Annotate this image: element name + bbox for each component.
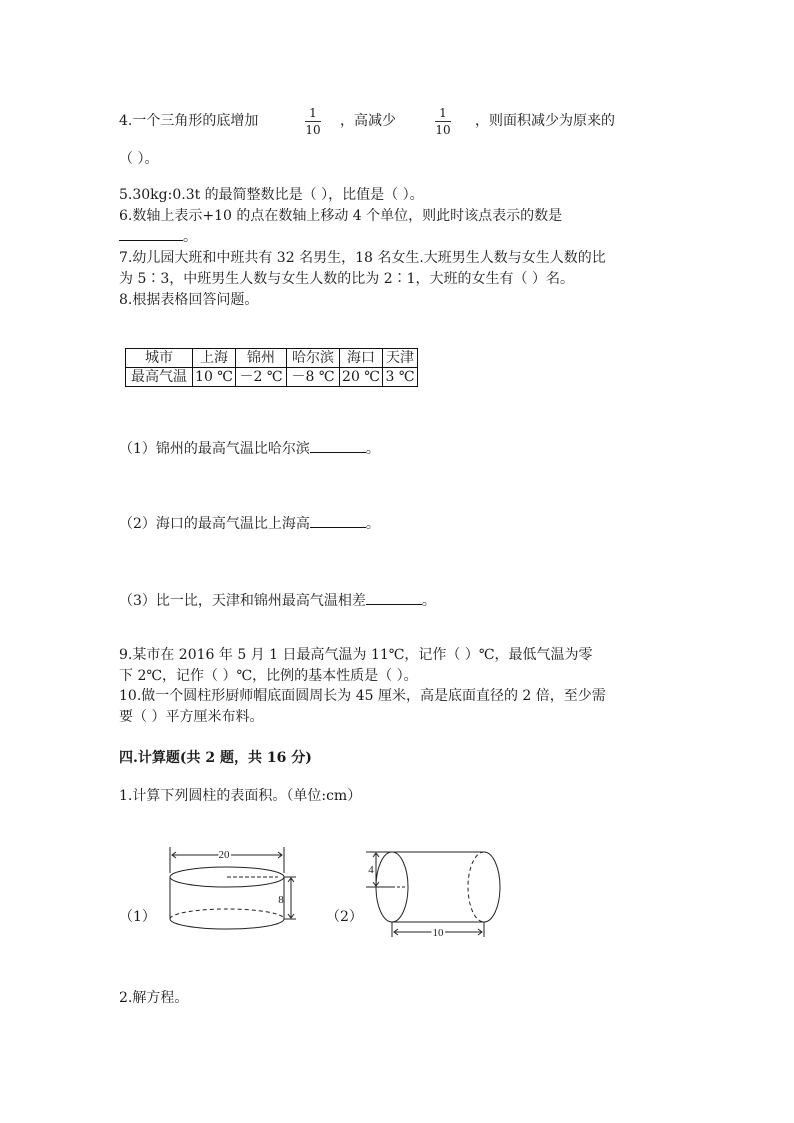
fraction-numerator: 1: [309, 106, 317, 120]
q7-line1: 7.幼儿园大班和中班共有 32 名男生，18 名女生.大班男生人数与女生人数的比: [119, 250, 606, 266]
table-cell: 哈尔滨: [287, 349, 340, 368]
q8-text: 8.根据表格回答问题。: [119, 292, 259, 308]
q10-line2: 要（ ）平方厘米布料。: [119, 709, 264, 725]
q9-line2: 下 2℃，记作（ ）℃，比例的基本性质是（ ）。: [119, 668, 418, 684]
q4-text-part1: 4.一个三角形的底增加: [119, 113, 259, 129]
q5-text: 5.30kg:0.3t 的最简整数比是（ ），比值是（ ）。: [119, 187, 424, 203]
q4-fraction-2: [433, 106, 453, 137]
table-cell: 天津: [383, 349, 418, 368]
cylinder-figure-1: [160, 843, 300, 938]
q8-sub1: [119, 438, 380, 459]
q4-part2-text: ，高减少: [340, 113, 396, 129]
q4-part3-text: ，则面积减少为原来的: [475, 113, 615, 129]
q9-line1: 9.某市在 2016 年 5 月 1 日最高气温为 11℃，记作（ ）℃，最低气温为零: [119, 647, 593, 663]
answer-blank: [310, 513, 366, 528]
figure2-label: （2）: [326, 909, 363, 925]
q8-sub1-text: （1）锦州的最高气温比哈尔滨: [119, 441, 310, 457]
table-cell: －2 ℃: [236, 368, 287, 387]
fraction-denominator: 10: [305, 123, 321, 137]
figure1-label: （1）: [119, 909, 156, 925]
fraction-denominator: 10: [435, 123, 451, 137]
figure1-width-label: 20: [218, 849, 230, 861]
q6-text: 6.数轴上表示+10 的点在数轴上移动 4 个单位，则此时该点表示的数是: [119, 208, 563, 224]
table-cell: －8 ℃: [287, 368, 340, 387]
calc2-text: 2.解方程。: [119, 990, 189, 1006]
q10-line1: 10.做一个圆柱形厨师帽底面圆周长为 45 厘米，高是底面直径的 2 倍，至少需: [119, 688, 606, 704]
q8-sub3-text: （3）比一比，天津和锦州最高气温相差: [119, 593, 366, 609]
table-header-row: [126, 349, 418, 368]
q7-line2: 为 5∶3，中班男生人数与女生人数的比为 2∶1，大班的女生有（ ）名。: [119, 271, 574, 287]
q8-sub2-text: （2）海口的最高气温比上海高: [119, 516, 310, 532]
table-row: [126, 368, 418, 387]
table-cell: 上海: [193, 349, 236, 368]
fraction-numerator: 1: [439, 106, 447, 120]
q6-period: 。: [183, 229, 197, 245]
table-cell: 最高气温: [126, 368, 193, 387]
calc1-text: 1.计算下列圆柱的表面积。（单位:cm）: [119, 788, 362, 804]
q4-line1: [119, 111, 258, 131]
period: 。: [421, 593, 436, 609]
period: 。: [365, 441, 380, 457]
q6-answer-line: [119, 226, 197, 247]
q4-fraction-1: [303, 106, 323, 137]
q4-answer: （ ）。: [119, 151, 159, 167]
q4-text-part3: [475, 111, 615, 131]
table-cell: 20 ℃: [340, 368, 383, 387]
figure2-length-label: 10: [432, 927, 444, 939]
answer-blank: [119, 226, 183, 241]
q8-sub3: [119, 590, 436, 611]
temperature-table: [125, 348, 418, 387]
q4-text-part2: [340, 111, 396, 131]
table-cell: 10 ℃: [193, 368, 236, 387]
section-title: 四.计算题(共 2 题，共 16 分): [119, 750, 312, 766]
table-cell: 锦州: [236, 349, 287, 368]
figure1-height-label: 8: [278, 894, 284, 906]
table-cell: 海口: [340, 349, 383, 368]
period: 。: [365, 516, 380, 532]
q8-sub2: [119, 513, 380, 534]
table-cell: 城市: [126, 349, 193, 368]
answer-blank: [310, 438, 366, 453]
cylinder-figure-2: [362, 847, 507, 939]
figure2-diameter-label: 4: [368, 864, 374, 876]
table-cell: 3 ℃: [383, 368, 418, 387]
answer-blank: [366, 590, 422, 605]
